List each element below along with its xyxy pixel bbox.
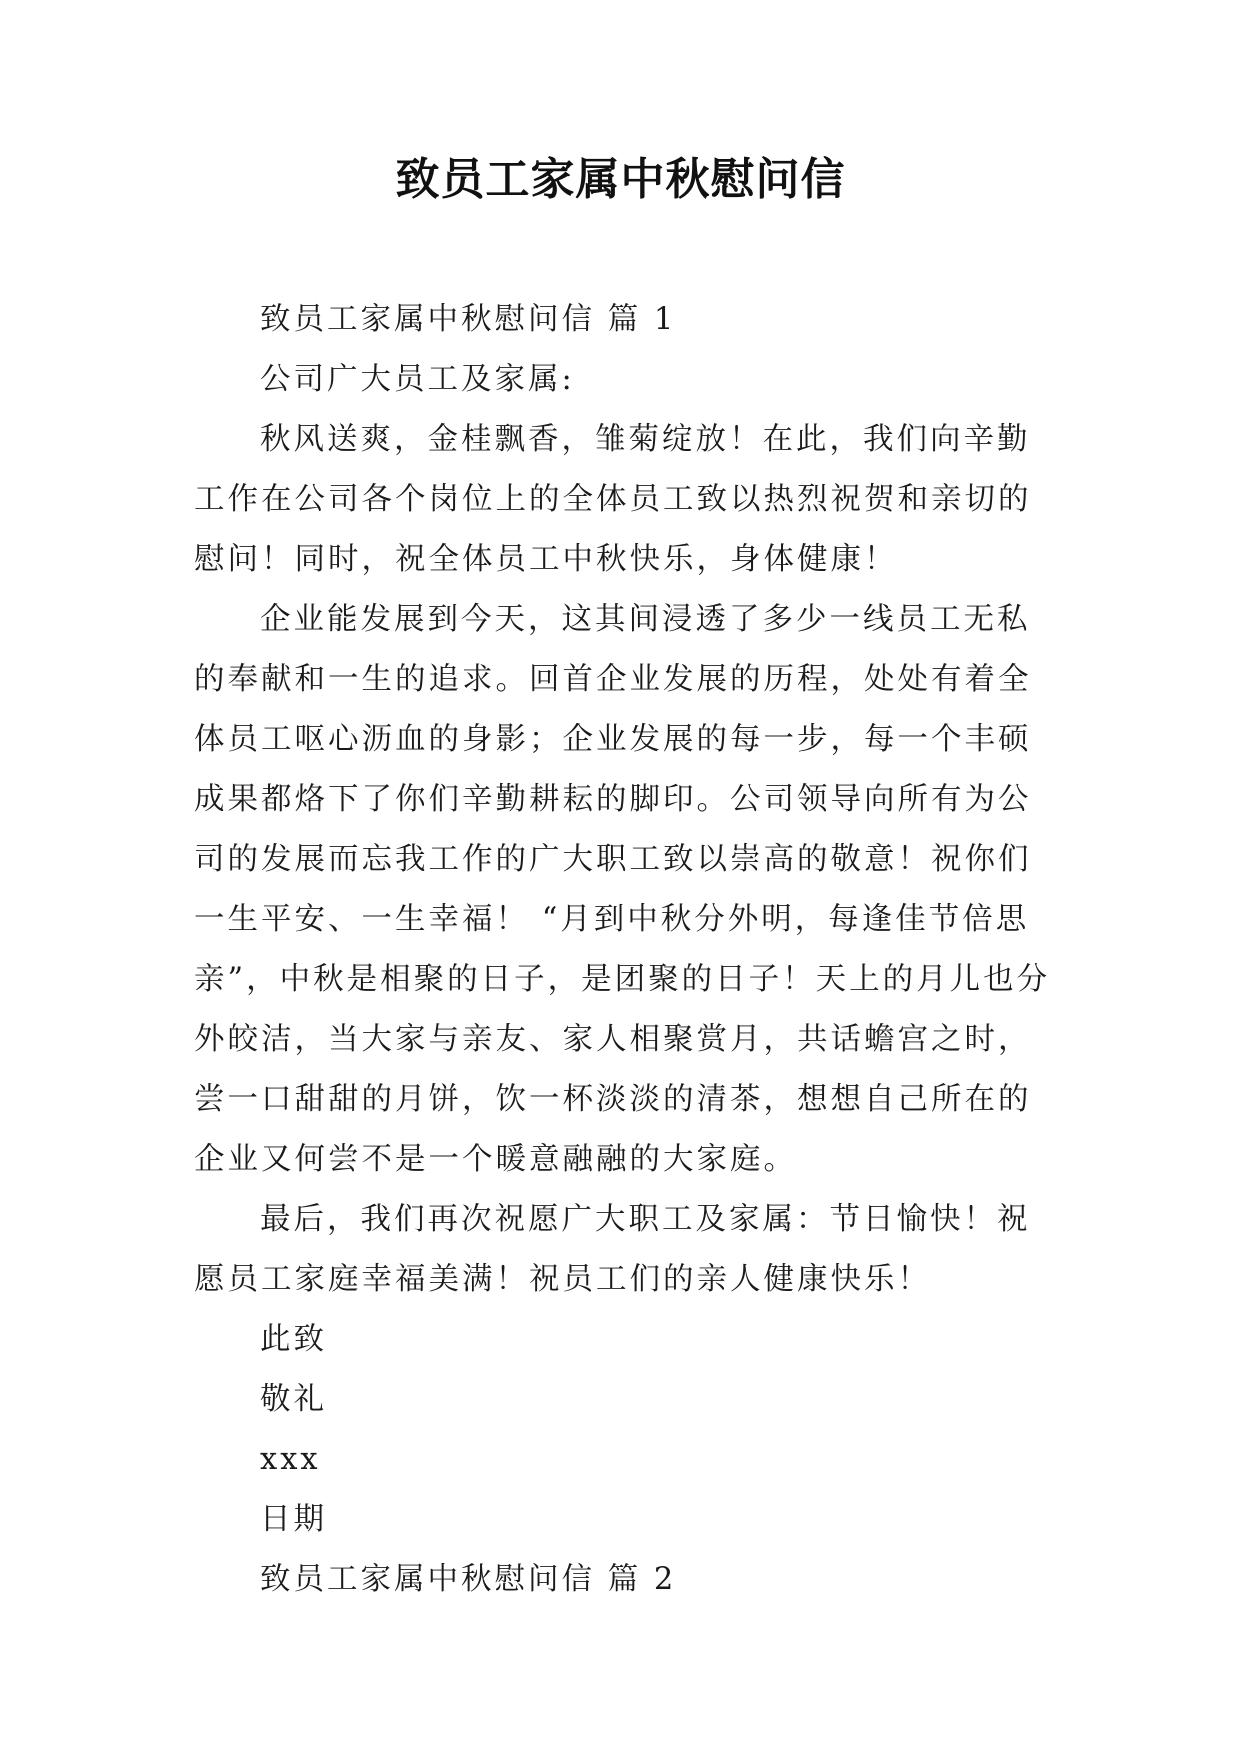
document-title: 致员工家属中秋慰问信 (395, 154, 846, 205)
signature: xxx (260, 1442, 321, 1477)
date-label: 日期 (260, 1502, 327, 1537)
paragraph-main: 企业能发展到今天，这其间浸透了多少一线员工无私的奉献和一生的追求。回首企业发展的历程，处处有着全体员工呕心沥血的身影；企业发展的每一步，每一个丰硕成果都烙下了你们辛勤耕耘的脚印。公司领导向所有为公司的发展而忘我工作的广大职工致以崇高的敬意！祝你们一生平安、一生幸福！ “月到中秋分外明，每逢佳节倍思亲”，中秋是相聚的日子，是团聚的日子！天上的月儿也分外皎洁，当大家与亲友、家人相聚赏月，共话蟾宫之时，尝一口甜甜的月饼，饮一杯淡淡的清茶，想想自己所在的企业又何尝不是一个暖意融融的大家庭。 (194, 602, 1051, 1177)
closing-jing-li: 敬礼 (260, 1382, 327, 1417)
section-heading-2: 致员工家属中秋慰问信 篇 2 (260, 1562, 677, 1597)
salutation: 公司广大员工及家属: (260, 362, 575, 397)
paragraph-closing: 最后，我们再次祝愿广大职工及家属：节日愉快！祝愿员工家庭幸福美满！祝员工们的亲人健康快乐！ (194, 1202, 1031, 1297)
paragraph-greeting: 秋风送爽，金桂飘香，雏菊绽放！在此，我们向辛勤工作在公司各个岗位上的全体员工致以热烈祝贺和亲切的慰问！同时，祝全体员工中秋快乐，身体健康！ (194, 422, 1032, 577)
section-heading-1: 致员工家属中秋慰问信 篇 1 (260, 302, 677, 337)
document-body (194, 290, 1054, 1610)
closing-ci-zhi: 此致 (260, 1322, 327, 1357)
